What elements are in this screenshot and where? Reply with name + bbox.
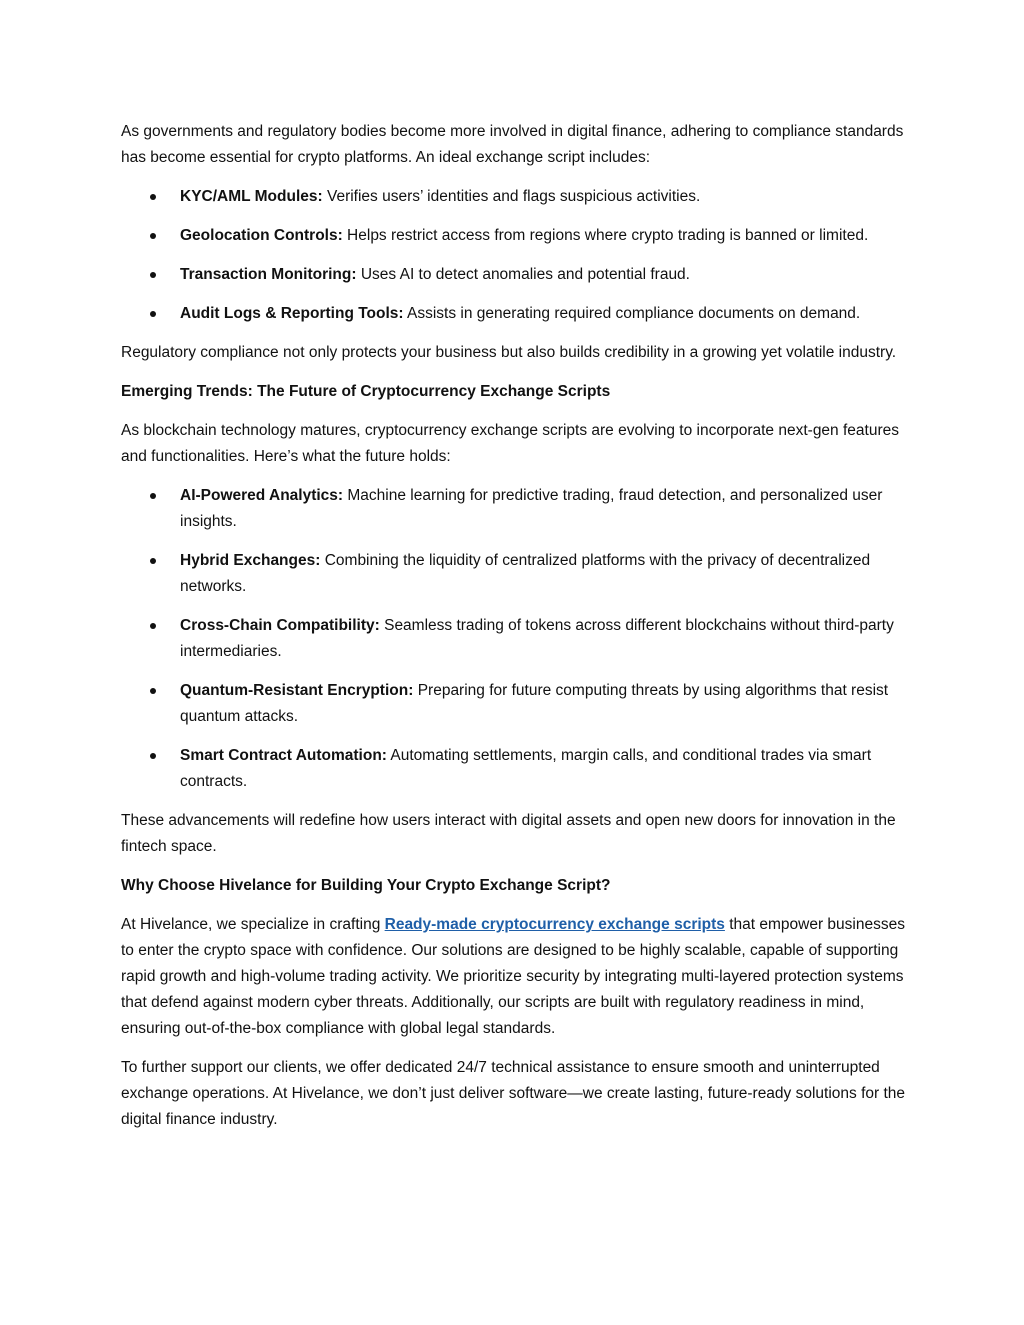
list-item-text: Uses AI to detect anomalies and potential fraud. [356, 266, 690, 283]
why-paragraph [121, 912, 911, 1042]
why-heading: Why Choose Hivelance for Building Your Crypto Exchange Script? [121, 877, 611, 894]
why-paragraph-start: At Hivelance, we specialize in crafting [121, 916, 385, 933]
trends-list [121, 483, 911, 795]
list-item [121, 301, 911, 327]
list-item-term: Smart Contract Automation: [180, 747, 387, 764]
intro-paragraph: As governments and regulatory bodies become more involved in digital finance, adhering to compliance standards has become essential for crypto platforms. An ideal exchange script includes: [121, 123, 904, 166]
list-item-term: Cross-Chain Compatibility: [180, 617, 380, 634]
bullet-icon [150, 753, 156, 759]
list-item-text: Combining the liquidity of centralized platforms with the privacy of decentralized networks. [180, 552, 871, 595]
bullet-icon [150, 311, 156, 317]
compliance-summary: Regulatory compliance not only protects your business but also builds credibility in a growing yet volatile industry. [121, 344, 897, 361]
list-item-text: Machine learning for predictive trading, fraud detection, and personalized user insights. [180, 487, 883, 530]
list-item-term: Audit Logs & Reporting Tools: [180, 305, 404, 322]
list-item-term: AI-Powered Analytics: [180, 487, 344, 504]
list-item-term: Geolocation Controls: [180, 227, 343, 244]
list-item-text: Seamless trading of tokens across different blockchains without third-party intermediaries. [180, 617, 894, 660]
bullet-icon [150, 558, 156, 564]
list-item [121, 678, 911, 730]
bullet-icon [150, 194, 156, 200]
list-item-text: Preparing for future computing threats by using algorithms that resist quantum attacks. [180, 682, 889, 725]
list-item-text: Helps restrict access from regions where crypto trading is banned or limited. [342, 227, 869, 244]
document-page [121, 119, 911, 1146]
list-item [121, 483, 911, 535]
list-item [121, 223, 911, 249]
bullet-icon [150, 272, 156, 278]
bullet-icon [150, 623, 156, 629]
trends-summary: These advancements will redefine how users interact with digital assets and open new doors for innovation in the fintech space. [121, 812, 896, 855]
bullet-icon [150, 233, 156, 239]
trends-heading: Emerging Trends: The Future of Cryptocurrency Exchange Scripts [121, 383, 611, 400]
list-item [121, 743, 911, 795]
list-item [121, 548, 911, 600]
list-item-term: KYC/AML Modules: [180, 188, 323, 205]
list-item-text: Assists in generating required compliance documents on demand. [403, 305, 861, 322]
bullet-icon [150, 493, 156, 499]
list-item [121, 262, 911, 288]
support-paragraph: To further support our clients, we offer dedicated 24/7 technical assistance to ensure smooth and uninterrupted exchange operations. At Hivelance, we don’t just deliver software—we create lasting, future-ready solutions for the digital finance industry. [121, 1059, 906, 1128]
compliance-feature-list [121, 184, 911, 327]
list-item [121, 184, 911, 210]
bullet-icon [150, 688, 156, 694]
ready-made-scripts-link[interactable]: Ready-made cryptocurrency exchange scripts [384, 916, 725, 933]
list-item-term: Transaction Monitoring: [180, 266, 357, 283]
list-item [121, 613, 911, 665]
list-item-text: Verifies users’ identities and flags suspicious activities. [322, 188, 701, 205]
list-item-text: Automating settlements, margin calls, and conditional trades via smart contracts. [180, 747, 872, 790]
trends-intro: As blockchain technology matures, cryptocurrency exchange scripts are evolving to incorporate next-gen features and functionalities. Here’s what the future holds: [121, 422, 899, 465]
why-paragraph-end: that empower businesses to enter the crypto space with confidence. Our solutions are designed to be highly scalable, capable of supporting rapid growth and high-volume trading activity. We prioritize security by integrating multi-layered protection systems that defend against modern cyber threats. Additionally, our scripts are built with regulatory readiness in mind, ensuring out-of-the-box compliance with global legal standards. [121, 916, 905, 1037]
list-item-term: Quantum-Resistant Encryption: [180, 682, 414, 699]
list-item-term: Hybrid Exchanges: [180, 552, 321, 569]
